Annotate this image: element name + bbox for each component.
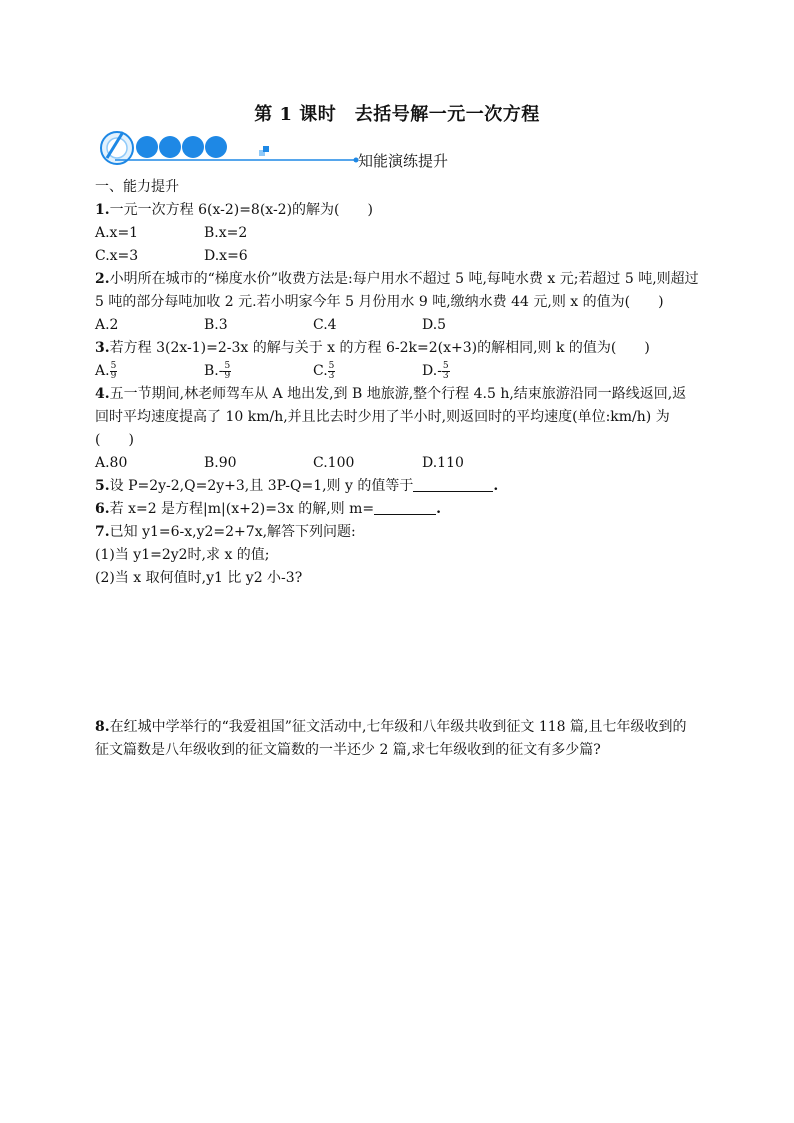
question-number: 8. [95,719,110,735]
option-c: C.x=3 [95,248,139,264]
question-number: 7. [95,524,110,540]
answer-blank[interactable] [374,500,436,515]
option-b: B.90 [204,455,237,471]
answer-space[interactable] [95,590,700,716]
option-d: D.110 [422,455,464,471]
page-title: 第 1 课时 去括号解一元一次方程 [254,104,540,125]
question-2 [95,268,700,314]
options-row [95,245,700,268]
question-7-part-1: (1)当 y1=2y2时,求 x 的值; [95,547,270,563]
option-b: B.3 [204,317,228,333]
option-a: A.x=1 [95,225,139,241]
options-row [95,360,700,383]
options-row [95,314,700,337]
option-c: C. $\frac{5}{3}$ [313,360,335,381]
question-text: 设 P=2y-2,Q=2y+3,且 3P-Q=1,则 y 的值等于 [109,478,414,494]
banner-label: 知能演练提升 [358,152,449,170]
option-d: D.- $\frac{5}{3}$ [422,360,449,381]
question-4 [95,383,700,452]
options-row [95,452,700,475]
option-a: A. $\frac{5}{9}$ [95,360,117,381]
answer-blank[interactable] [413,477,493,492]
option-d: D.x=6 [204,248,248,264]
question-8 [95,716,700,762]
question-text: 在红城中学举行的“我爱祖国”征文活动中,七年级和八年级共收到征文 118 篇,且七年级收到的征文篇数是八年级收到的征文篇数的一半还少 2 篇,求七年级收到的征文有多少篇? [95,719,687,758]
option-a: A.2 [95,317,119,333]
question-number: 5. [95,478,110,494]
section-banner [95,128,515,178]
question-text: 一元一次方程 6(x-2)=8(x-2)的解为( ) [109,202,373,218]
question-5: 5.设 P=2y-2,Q=2y+3,且 3P-Q=1,则 y 的值等于 . [95,478,499,494]
magnifier-icon [101,132,133,164]
question-number: 3. [95,340,110,356]
exercise-content [95,176,700,762]
question-text: 若方程 3(2x-1)=2-3x 的解与关于 x 的方程 6-2k=2(x+3)的解相同,则 k 的值为( ) [109,340,650,356]
option-b: B.x=2 [204,225,248,241]
question-text: 小明所在城市的“梯度水价”收费方法是:每户用水不超过 5 吨,每吨水费 x 元;若超过 5 吨,则超过 5 吨的部分每吨加收 2 元.若小明家今年 5 月份用水 9 吨,缴纳水费 44 元,则 x 的值为( ) [95,271,699,310]
question-text: 五一节期间,林老师驾车从 A 地出发,到 B 地旅游,整个行程 4.5 h,结束旅游沿同一路线返回,返回时平均速度提高了 10 km/h,并且比去时少用了半小时,则返回时的平均速度(单位:km/h) 为( ) [95,386,687,448]
question-number: 4. [95,386,110,402]
option-b: B.- $\frac{5}{9}$ [204,360,231,381]
question-number: 2. [95,271,110,287]
question-3 [95,337,700,360]
option-c: C.4 [313,317,337,333]
question-6: 6.若 x=2 是方程|m|(x+2)=3x 的解,则 m= . [95,501,441,517]
option-c: C.100 [313,455,355,471]
question-number: 1. [95,202,110,218]
question-7-part-2: (2)当 x 取何值时,y1 比 y2 小-3? [95,570,303,586]
option-a: A.80 [95,455,128,471]
question-1 [95,199,700,222]
decor-dots [136,136,227,158]
options-row [95,222,700,245]
question-text: 已知 y1=6-x,y2=2+7x,解答下列问题: [109,524,356,540]
option-d: D.5 [422,317,447,333]
section-heading: 一、能力提升 [95,179,179,195]
question-7 [95,521,700,544]
question-number: 6. [95,501,110,517]
question-text: 若 x=2 是方程|m|(x+2)=3x 的解,则 m= [109,501,375,517]
